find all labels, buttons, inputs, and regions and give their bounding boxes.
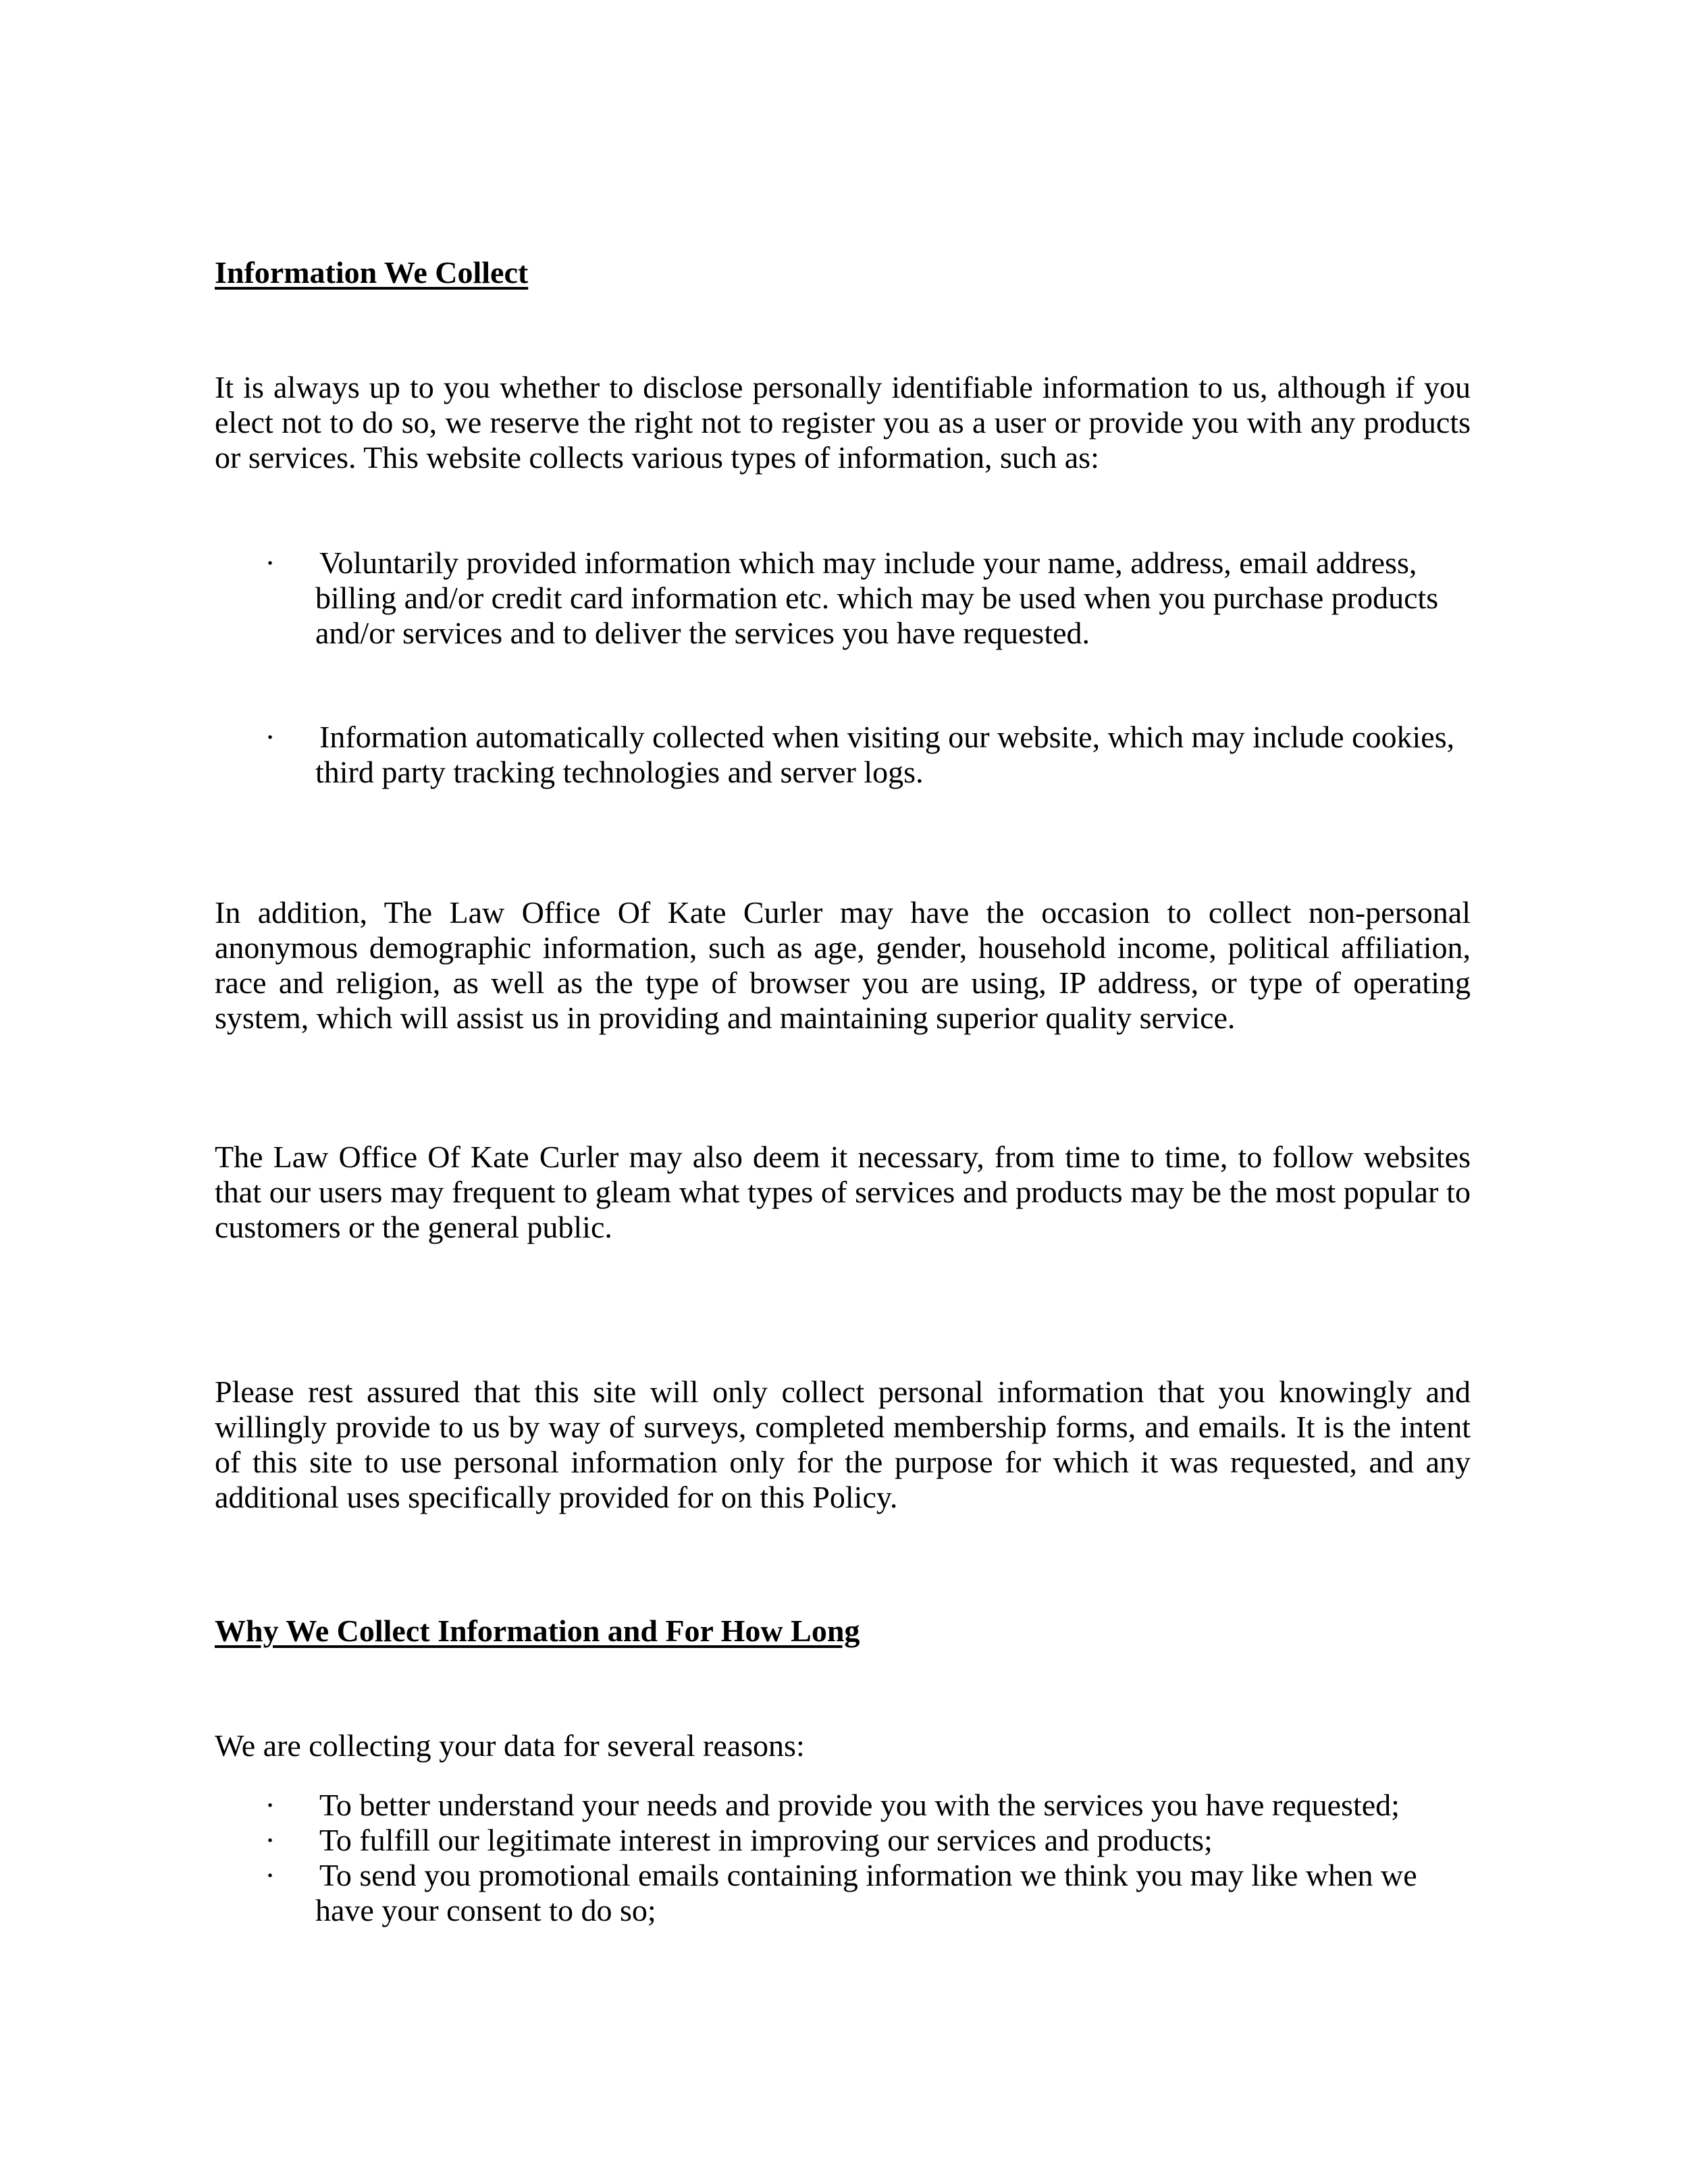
list-item xyxy=(260,1788,1531,1823)
list-item xyxy=(260,720,1456,790)
why-bullet-list xyxy=(260,1788,1531,1928)
bullet-text: To send you promotional emails containing information we think you may like when we have your consent to do so; xyxy=(315,1858,1417,1927)
bullet-text: Voluntarily provided information which may include your name, address, email address, billing and/or credit card information etc. which may be used when you purchase products and/or services and to deliver the services you have requested. xyxy=(315,545,1439,650)
bullet-text: To better understand your needs and provide you with the services you have requested; xyxy=(319,1788,1400,1822)
bullet-dot-icon: · xyxy=(265,1858,275,1892)
list-item xyxy=(260,545,1456,651)
collect-bullet-list xyxy=(260,545,1456,651)
paragraph-why-intro: We are collecting your data for several reasons: xyxy=(215,1728,805,1763)
paragraph-intro-disclosure: It is always up to you whether to disclose personally identifiable information to us, although if you elect not to do so, we reserve the right not to register you as a user or provide you with any products or services. This website collects various types of information, such as: xyxy=(215,370,1471,475)
list-item xyxy=(260,1823,1531,1858)
bullet-text: To fulfill our legitimate interest in improving our services and products; xyxy=(319,1823,1213,1857)
collect-bullet-list-2 xyxy=(260,720,1456,790)
list-item xyxy=(260,1858,1436,1928)
heading-information-we-collect: Information We Collect xyxy=(215,255,529,290)
bullet-dot-icon: · xyxy=(265,545,275,580)
bullet-dot-icon: · xyxy=(265,1823,275,1857)
bullet-text: Information automatically collected when visiting our website, which may include cookies, third party tracking technologies and server logs. xyxy=(315,720,1455,789)
paragraph-rest-assured: Please rest assured that this site will only collect personal information that you knowingly and willingly provide to us by way of surveys, completed membership forms, and emails. It is the intent of this site to use personal information only for the purpose for which it was requested, and any additional uses specifically provided for on this Policy. xyxy=(215,1375,1471,1514)
heading-why-we-collect: Why We Collect Information and For How Long xyxy=(215,1614,860,1648)
paragraph-demographic-info: In addition, The Law Office Of Kate Curler may have the occasion to collect non-personal anonymous demographic information, such as age, gender, household income, political affiliation, race and religion, as well as the type of browser you are using, IP address, or type of operating system, which will assist us in providing and maintaining superior quality service. xyxy=(215,895,1471,1035)
bullet-dot-icon: · xyxy=(265,720,275,754)
bullet-dot-icon: · xyxy=(265,1788,275,1822)
paragraph-follow-websites: The Law Office Of Kate Curler may also deem it necessary, from time to time, to follow websites that our users may frequent to gleam what types of services and products may be the most popular to customers or the general public. xyxy=(215,1140,1471,1244)
